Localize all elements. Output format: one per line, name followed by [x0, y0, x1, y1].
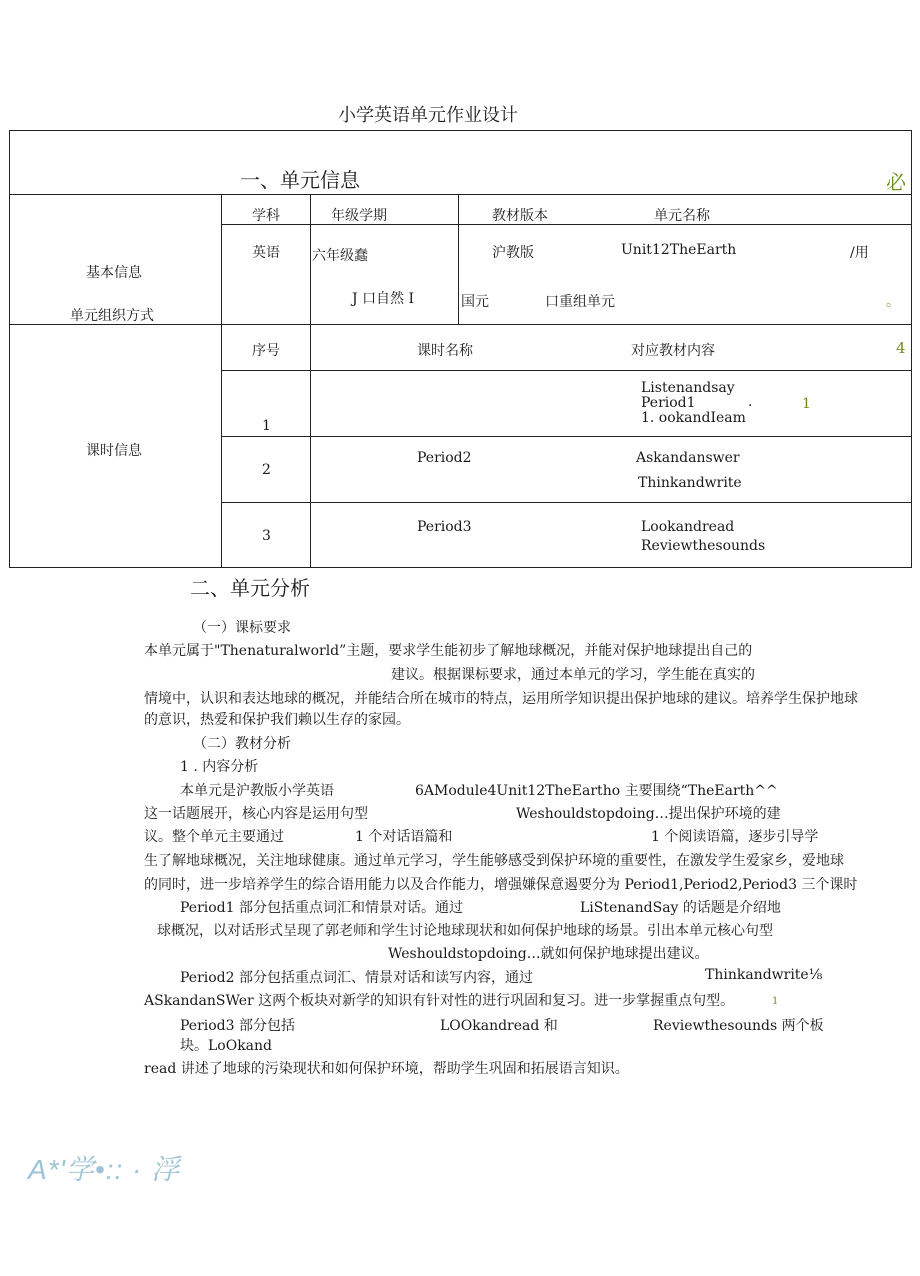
- basic-info-label: 基本信息: [86, 265, 142, 281]
- col-divider: [221, 194, 222, 568]
- section-heading: 二、单元分析: [190, 576, 310, 600]
- row-divider: [221, 436, 911, 437]
- value-unit-name: Unit12TheEarth: [621, 242, 737, 258]
- paragraph-line: 议。整个单元主要通过: [144, 829, 284, 845]
- row-divider: [9, 194, 912, 195]
- lesson-content-line: Askandanswer: [636, 450, 740, 466]
- page-title: 小学英语单元作业设计: [338, 105, 518, 126]
- paragraph-line: read 讲述了地球的污染现状和如何保护环境，帮助学生巩固和拓展语言知识。: [144, 1061, 629, 1077]
- paragraph-line: Weshouldstopdoing…就如何保护地球提出建议。: [388, 946, 709, 962]
- header-lesson-no: 序号: [252, 343, 280, 359]
- corner-mark: 必: [886, 170, 906, 194]
- paragraph-line: 块。LoOkand: [180, 1038, 273, 1054]
- paragraph-line: Reviewthesounds 两个板: [653, 1018, 824, 1034]
- paragraph-mark: 1: [772, 996, 779, 1007]
- header-grade: 年级学期: [331, 208, 387, 224]
- sub-heading: （二）教材分析: [193, 736, 291, 752]
- value-grade: 六年级蠢: [312, 248, 368, 264]
- lesson-content-line: 1. ookandIeam: [641, 410, 746, 426]
- lesson-mark: 1: [802, 396, 811, 412]
- paragraph-line: Period2 部分包括重点词汇、情景对话和读写内容，通过: [180, 970, 533, 986]
- header-textbook: 教材版本: [492, 208, 548, 224]
- paragraph-line: 6AModule4Unit12TheEartho 主要围绕“TheEarth^^: [415, 783, 778, 799]
- value-subject: 英语: [252, 245, 280, 261]
- col-divider: [310, 324, 311, 568]
- lesson-name: Period2: [417, 450, 472, 466]
- paragraph-line: 球概况，以对话形式呈现了郭老师和学生讨论地球现状和如何保护地球的场景。引出本单元核心句型: [157, 923, 773, 939]
- header-lesson-content: 对应教材内容: [631, 343, 715, 359]
- paragraph-line: 生了解地球概况，关注地球健康。通过单元学习，学生能够感受到保护环境的重要性，在激发学生爱家乡，爱地球: [144, 853, 844, 869]
- sub-heading: 1 . 内容分析: [180, 759, 259, 775]
- org-option-natural: J 口自然 I: [352, 291, 415, 307]
- value-textbook: 沪教版: [492, 245, 534, 261]
- paragraph-line: 建议。根据课标要求，通过本单元的学习，学生能在真实的: [391, 667, 755, 683]
- paragraph-line: Thinkandwrite⅛: [705, 967, 823, 983]
- sub-heading: （一）课标要求: [193, 620, 291, 636]
- paragraph-line: 本单元是沪教版小学英语: [180, 783, 334, 799]
- lesson-info-label: 课时信息: [86, 443, 142, 459]
- table-right-border: [911, 130, 912, 568]
- paragraph-line: 本单元属于"Thenaturalworld”主题，要求学生能初步了解地球概况，并能对保护地球提出自己的: [144, 643, 753, 659]
- header-subject: 学科: [252, 208, 280, 224]
- header-unit-name: 单元名称: [654, 208, 710, 224]
- lesson-content-line: Reviewthesounds: [641, 538, 766, 554]
- table-top-border: [9, 130, 912, 131]
- paragraph-line: 的同时，进一步培养学生的综合语用能力以及合作能力，增强嫌保意遏要分为 Period1,Period2,Period3 三个课时: [144, 877, 858, 893]
- paragraph-line: ASkandanSWer 这两个板块对新学的知识有针对性的进行巩固和复习。进一步掌握重点句型。: [144, 993, 735, 1009]
- row-divider: [221, 370, 911, 371]
- lesson-content-line: Thinkandwrite: [638, 475, 742, 491]
- paragraph-line: LOOkandread 和: [440, 1018, 558, 1034]
- org-option-guoyuan: 国元: [461, 294, 489, 310]
- header-lesson-name: 课时名称: [417, 343, 473, 359]
- paragraph-line: 这一话题展开，核心内容是运用句型: [144, 806, 368, 822]
- col-divider: [458, 194, 459, 324]
- value-side-note: /用: [850, 245, 869, 261]
- lesson-no: 2: [262, 462, 271, 478]
- paragraph-line: 的意识，热爱和保护我们赖以生存的家园。: [144, 712, 410, 728]
- lesson-content-line: Listenandsay: [641, 380, 735, 396]
- paragraph-line: Period3 部分包括: [180, 1018, 295, 1034]
- paragraph-line: LiStenandSay 的话题是介绍地: [580, 900, 781, 916]
- org-method-label: 单元组织方式: [70, 308, 154, 324]
- watermark-logo: A*'学•:: · 浮: [28, 1154, 181, 1185]
- table-left-border: [9, 130, 10, 568]
- header-mark: 4: [896, 339, 906, 357]
- col-divider: [310, 194, 311, 324]
- section-heading: 一、单元信息: [240, 168, 360, 192]
- lesson-name: Period3: [417, 519, 472, 535]
- org-dot: 。: [886, 294, 900, 310]
- lesson-no: 3: [262, 528, 271, 544]
- table-bottom-border: [9, 567, 912, 568]
- lesson-no: 1: [262, 418, 271, 434]
- org-option-regroup: 口重组单元: [545, 294, 615, 310]
- lesson-content-line: Lookandread: [641, 519, 735, 535]
- paragraph-line: Period1 部分包括重点词汇和情景对话。通过: [180, 900, 463, 916]
- paragraph-line: 1 个阅读语篇，逐步引导学: [651, 829, 819, 845]
- lesson-dot: .: [748, 394, 753, 410]
- paragraph-line: 情境中，认识和表达地球的概况，并能结合所在城市的特点，运用所学知识提出保护地球的建议。培养学生保护地球: [144, 691, 858, 707]
- paragraph-line: Weshouldstopdoing…提出保护环境的建: [516, 806, 781, 822]
- paragraph-line: 1 个对话语篇和: [355, 829, 453, 845]
- lesson-content-line: Period1: [641, 395, 696, 411]
- row-divider: [221, 502, 911, 503]
- row-divider: [221, 224, 911, 225]
